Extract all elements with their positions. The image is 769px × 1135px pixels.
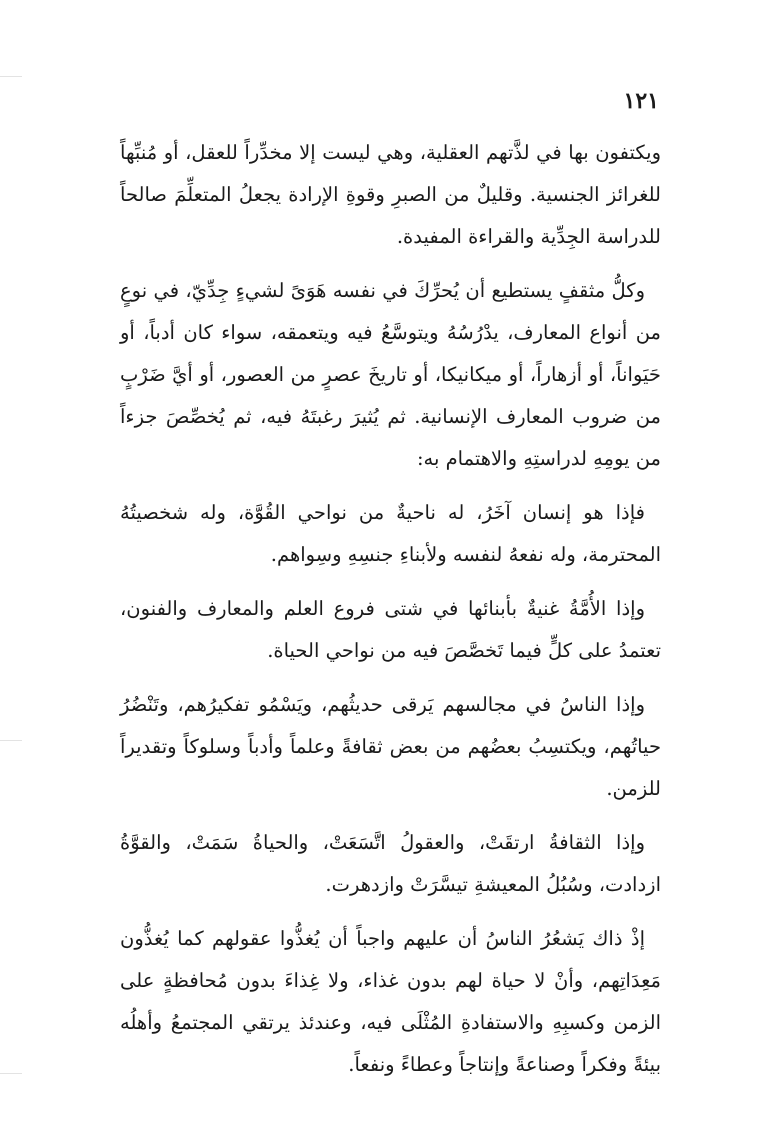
paragraph-2: وكلُّ مثقفٍ يستطيع أن يُحرِّكَ في نفسه هَوَىً لشيءٍ جِدِّيّ، في نوعٍ من أنواع المعارف، يدْرُسُهُ ويتوسَّعُ فيه ويتعمقه، سواء كان أدباً، أو حَيَواناً، أو أزهاراً، أو ميكانيكا، أو تاريخَ عصرٍ من العصور، أو أيَّ ضَرْبٍ من ضروب المعارف الإنسانية. ثم يُثيرَ رغبتَهُ فيه، ثم يُخصِّصَ جزءاً من يومِهِ لدراستِهِ والاهتمام به: <box>120 279 661 470</box>
scan-edge-mark <box>0 76 22 77</box>
scan-edge-mark <box>0 1073 22 1074</box>
paragraph-1: ويكتفون بها في لذَّتهم العقلية، وهي ليست إلا مخدِّراً للعقل، أو مُنبِّهاً للغرائز الجنسية. وقليلٌ من الصبرِ وقوةِ الإرادة يجعلُ المتعلِّمَ صالحاً للدراسة الجِدِّية والقراءة المفيدة. <box>120 141 661 248</box>
page-number: ١٢١ <box>623 88 659 114</box>
scan-edge-mark <box>0 740 22 741</box>
paragraph-6: وإذا الثقافةُ ارتقَتْ، والعقولُ اتَّسَعَتْ، والحياةُ سَمَتْ، والقوَّةُ ازدادت، وسُبُلُ المعيشةِ تيسَّرَتْ وازدهرت. <box>120 831 661 896</box>
body-text <box>120 132 661 1098</box>
paragraph-4: وإذا الأُمَّةُ غنيةٌ بأبنائها في شتى فروع العلم والمعارف والفنون، تعتمدُ على كلٍّ فيما تَخصَّصَ فيه من نواحي الحياة. <box>120 597 661 662</box>
paragraph-3: فإذا هو إنسان آخَرُ، له ناحيةٌ من نواحي القُوَّة، وله شخصيتُهُ المحترمة، وله نفعهُ لنفسه ولأبناءِ جنسِهِ وسِواهم. <box>120 501 661 566</box>
paragraph-7: إذْ ذاك يَشعُرُ الناسُ أن عليهم واجباً أن يُغذُّوا عقولهم كما يُغذُّون مَعِدَاتِهم، وأنْ لا حياة لهم بدون غذاء، ولا غِذاءَ بدون مُحافظةٍ على الزمن وكسبِهِ والاستفادةِ المُثْلَى فيه، وعندئذ يرتقي المجتمعُ وأهلُه بيئةً وفكراً وصناعةً وإنتاجاً وعطاءً ونفعاً. <box>120 927 661 1076</box>
paragraph-5: وإذا الناسُ في مجالسهم يَرقى حديثُهم، ويَسْمُو تفكيرُهم، وتَنْضُرُ حياتُهم، ويكتسِبُ بعضُهم من بعض ثقافةً وعلماً وأدباً وسلوكاً وتقديراً للزمن. <box>120 693 661 800</box>
